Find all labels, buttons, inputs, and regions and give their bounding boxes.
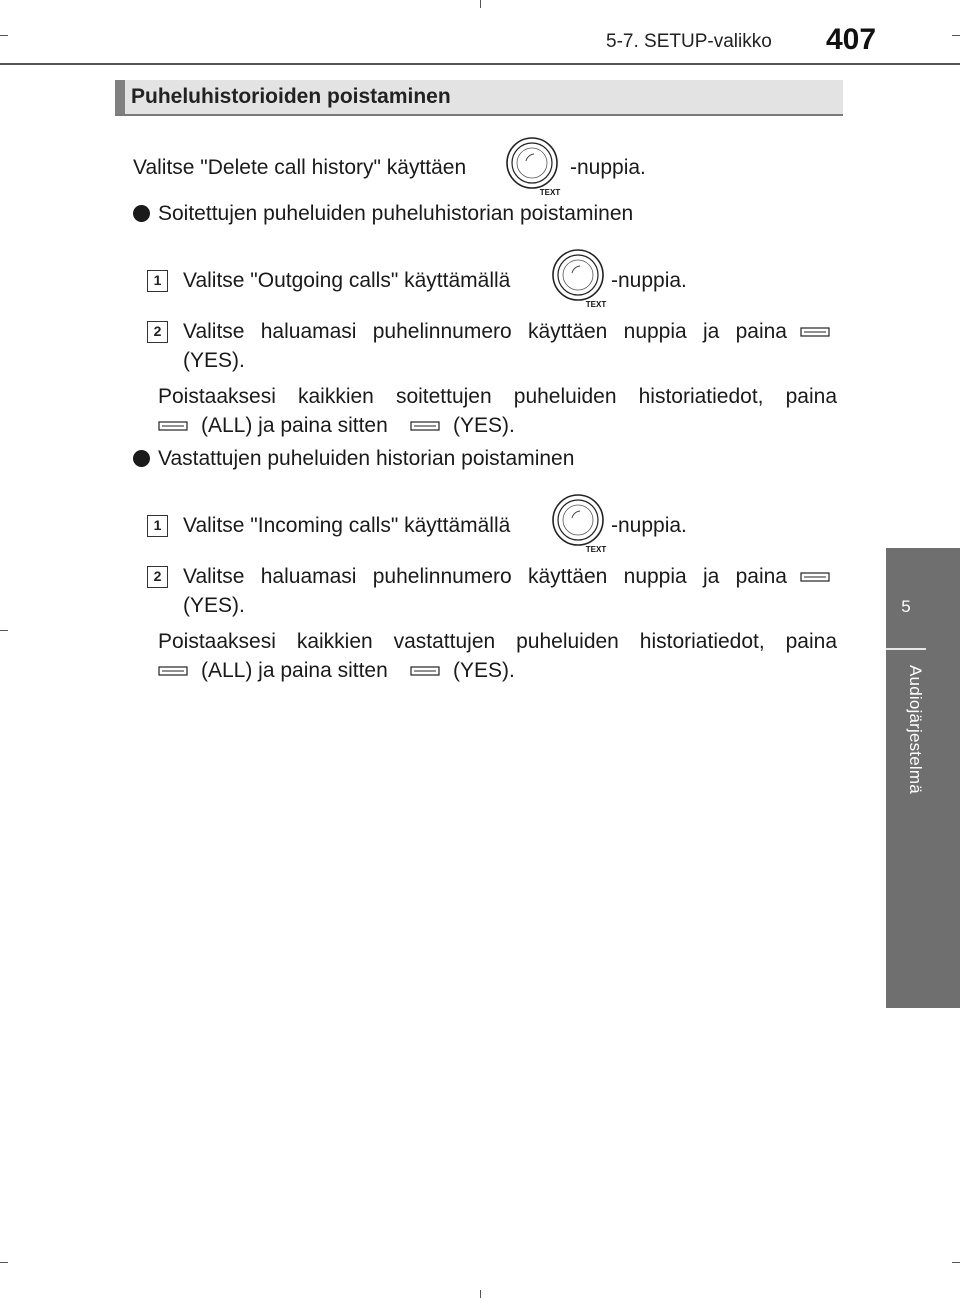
intro-text: Valitse "Delete call history" käyttäen: [133, 156, 467, 179]
outgoing-step1-text: Valitse "Outgoing calls" käyttämällä: [183, 269, 511, 292]
page-number: 407: [826, 23, 877, 56]
preset-button-icon: [800, 327, 830, 337]
chapter-title: Audiojärjestelmä: [906, 665, 925, 794]
preset-button-icon: [158, 421, 188, 431]
outgoing-note-yes: (YES).: [453, 414, 515, 437]
crop-mark: [0, 35, 8, 36]
crop-mark: [480, 1290, 481, 1298]
tune-knob-icon: [504, 135, 564, 197]
tune-knob-icon: [550, 492, 610, 554]
section-heading-bar: [115, 80, 125, 114]
crop-mark: [0, 630, 8, 631]
chapter-tab-divider: [886, 648, 926, 650]
chapter-number: 5: [901, 597, 911, 616]
preset-button-icon: [800, 572, 830, 582]
incoming-note-text: Poistaaksesi kaikkien vastattujen puheluiden historiatiedot, paina: [158, 630, 837, 653]
crop-mark: [952, 35, 960, 36]
incoming-note-all: (ALL) ja paina sitten: [201, 659, 388, 682]
incoming-step2-text-line2: (YES).: [183, 594, 245, 617]
step-number-box: 2: [147, 566, 168, 588]
outgoing-note-text: Poistaaksesi kaikkien soitettujen puheluiden historiatiedot, paina: [158, 385, 837, 408]
incoming-step1-text-after: -nuppia.: [611, 514, 687, 537]
running-header-section: 5-7. SETUP-valikko: [606, 31, 772, 52]
preset-button-icon: [158, 666, 188, 676]
crop-mark: [952, 1262, 960, 1263]
step-number-box: 1: [147, 270, 168, 292]
step-number-box: 2: [147, 321, 168, 343]
outgoing-heading: Soitettujen puheluiden puheluhistorian poistaminen: [158, 202, 634, 225]
incoming-note-yes: (YES).: [453, 659, 515, 682]
incoming-heading: Vastattujen puheluiden historian poistaminen: [158, 447, 575, 470]
outgoing-step2-text: Valitse haluamasi puhelinnumero käyttäen nuppia ja paina: [183, 320, 787, 343]
header-rule: [0, 63, 960, 65]
section-title: Puheluhistorioiden poistaminen: [131, 85, 451, 108]
intro-text-after: -nuppia.: [570, 156, 646, 179]
section-heading: [115, 80, 843, 116]
incoming-step1-text: Valitse "Incoming calls" käyttämällä: [183, 514, 511, 537]
bullet-dot: [133, 450, 150, 467]
step-number-box: 1: [147, 515, 168, 537]
tune-knob-icon: [550, 247, 610, 309]
preset-button-icon: [410, 421, 440, 431]
crop-mark: [0, 1262, 8, 1263]
incoming-step2-text: Valitse haluamasi puhelinnumero käyttäen nuppia ja paina: [183, 565, 787, 588]
outgoing-step2-text-line2: (YES).: [183, 349, 245, 372]
bullet-dot: [133, 205, 150, 222]
outgoing-note-all: (ALL) ja paina sitten: [201, 414, 388, 437]
preset-button-icon: [410, 666, 440, 676]
crop-mark: [480, 0, 481, 8]
outgoing-step1-text-after: -nuppia.: [611, 269, 687, 292]
